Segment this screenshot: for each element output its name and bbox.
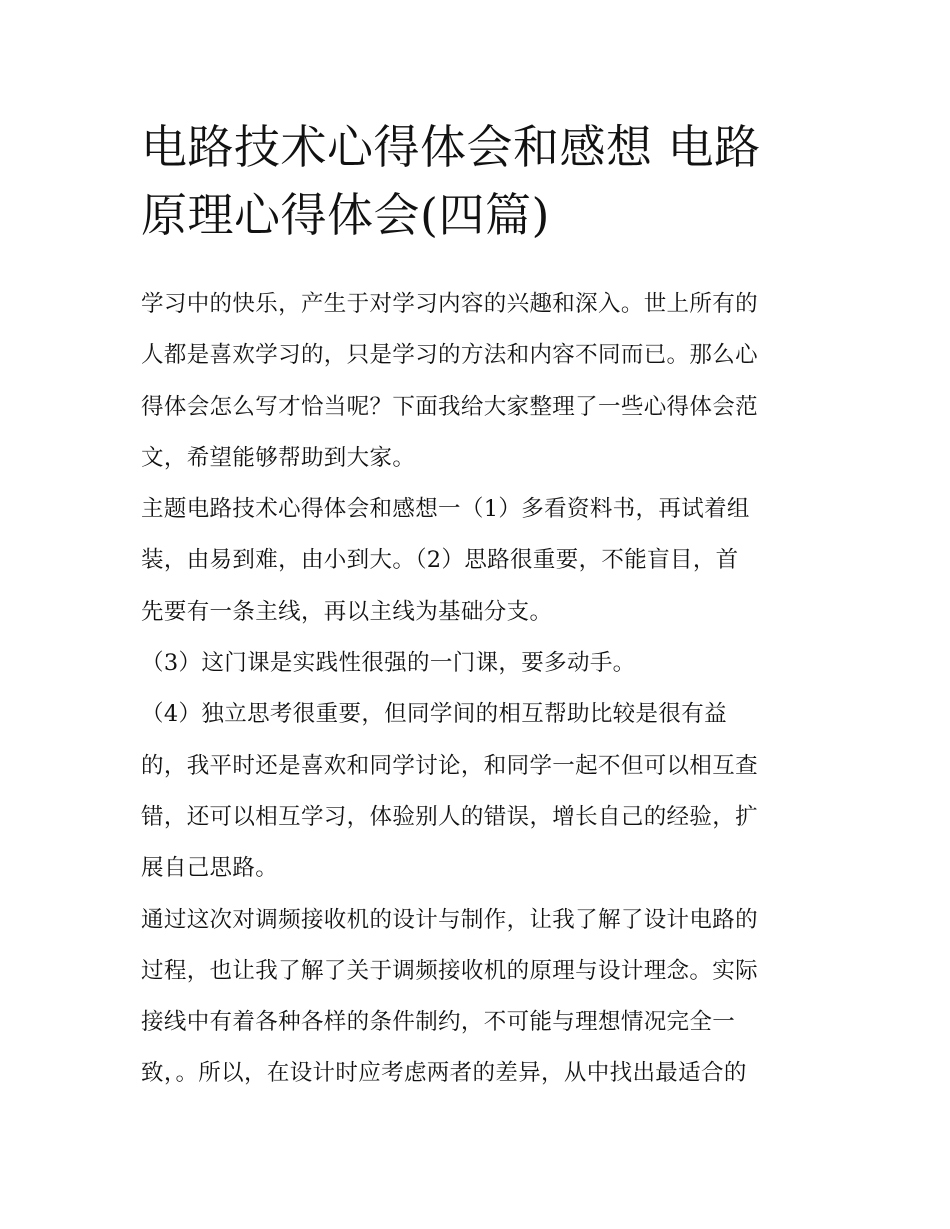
body-line-12: 展自己思路。 — [141, 855, 279, 882]
document-body — [141, 279, 813, 1100]
body-line-1: 学习中的快乐，产生于对学习内容的兴趣和深入。世上所有的 — [141, 291, 758, 317]
body-line-7: 先要有一条主线，再以主线为基础分支。 — [141, 598, 553, 625]
body-line-5: 主题电路技术心得体会和感想一（1）多看资料书，再试着组 — [141, 496, 750, 523]
body-line-14: 过程，也让我了解了关于调频接收机的原理与设计理念。实际 — [141, 957, 758, 984]
body-line-15: 接线中有着各种各样的条件制约，不可能与理想情况完全一 — [141, 1009, 736, 1036]
body-line-13: 通过这次对调频接收机的设计与制作，让我了解了设计电路的 — [141, 906, 758, 933]
body-line-6: 装，由易到难，由小到大。（2）思路很重要，不能盲目，首 — [141, 547, 739, 574]
title-line-1: 电路技术心得体会和感想 电路 — [141, 120, 761, 174]
body-line-4: 文，希望能够帮助到大家。 — [141, 444, 416, 471]
body-line-3: 得体会怎么写才恰当呢？下面我给大家整理了一些心得体会范 — [141, 393, 758, 420]
body-line-2: 人都是喜欢学习的，只是学习的方法和内容不同而已。那么心 — [141, 342, 758, 369]
body-line-10: 的，我平时还是喜欢和同学讨论，和同学一起不但可以相互查 — [141, 752, 758, 779]
body-line-11: 错，还可以相互学习，体验别人的错误，增长自己的经验，扩 — [141, 803, 758, 830]
document-title — [141, 113, 821, 249]
body-line-9: （4）独立思考很重要，但同学间的相互帮助比较是很有益 — [141, 701, 727, 728]
body-line-8: （3）这门课是实践性很强的一门课，要多动手。 — [141, 650, 636, 677]
body-line-16: 致，。所以，在设计时应考虑两者的差异，从中找出最适合的 — [141, 1060, 747, 1087]
title-line-2: 原理心得体会(四篇) — [141, 188, 550, 242]
